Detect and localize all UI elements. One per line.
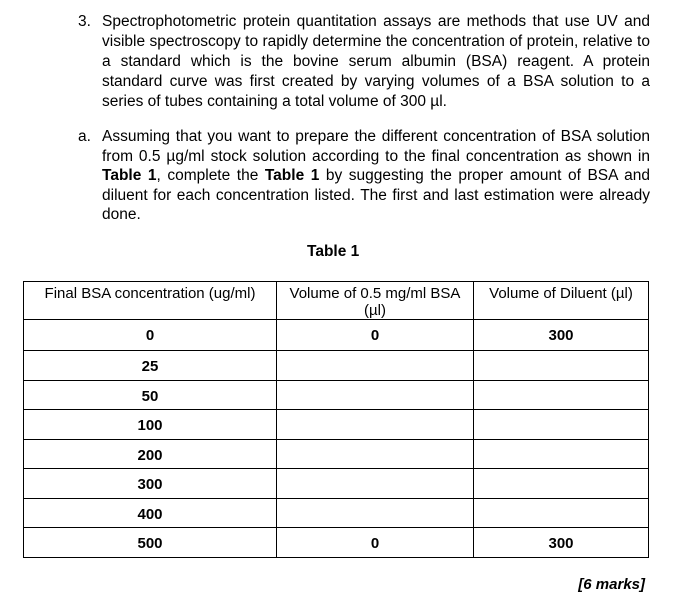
table-row	[24, 439, 649, 469]
cell-concentration: 50	[24, 380, 277, 410]
part-a-text-2: , complete the	[156, 167, 265, 184]
table-reference: Table 1	[102, 167, 157, 184]
table-reference: Table 1	[264, 167, 320, 184]
cell-diluent-volume[interactable]	[474, 498, 649, 528]
table-row	[24, 498, 649, 528]
cell-diluent-volume[interactable]: 300	[474, 528, 649, 558]
marks-label: [6 marks]	[578, 576, 645, 593]
table-header-row	[24, 282, 649, 320]
cell-bsa-volume[interactable]: 0	[277, 320, 474, 351]
part-a-text	[102, 127, 650, 225]
cell-diluent-volume[interactable]	[474, 380, 649, 410]
cell-bsa-volume[interactable]	[277, 410, 474, 440]
cell-diluent-volume[interactable]	[474, 351, 649, 381]
cell-concentration: 300	[24, 469, 277, 499]
part-a-text-1: Assuming that you want to prepare the different concentration of BSA solution from 0.5 µg/ml stock solution according to the final concentration as shown in	[102, 128, 650, 165]
question-number: 3.	[78, 13, 91, 30]
table-row	[24, 380, 649, 410]
cell-concentration: 100	[24, 410, 277, 440]
cell-bsa-volume[interactable]	[277, 351, 474, 381]
part-number: a.	[78, 128, 91, 145]
header-final-concentration: Final BSA concentration (ug/ml)	[24, 282, 277, 320]
header-bsa-volume: Volume of 0.5 mg/ml BSA (µl)	[277, 282, 474, 320]
cell-diluent-volume[interactable]: 300	[474, 320, 649, 351]
question-3	[78, 12, 650, 112]
cell-bsa-volume[interactable]	[277, 380, 474, 410]
table-row	[24, 351, 649, 381]
header-diluent-volume: Volume of Diluent (µl)	[474, 282, 649, 320]
table-caption-text: Table 1	[307, 243, 360, 260]
part-a-text-3: by suggesting the proper amount of BSA and diluent for each concentration listed. The first and last estimation were already done.	[102, 167, 650, 223]
cell-concentration: 400	[24, 498, 277, 528]
table-row	[24, 320, 649, 351]
cell-bsa-volume[interactable]	[277, 469, 474, 499]
table-row	[24, 410, 649, 440]
cell-diluent-volume[interactable]	[474, 410, 649, 440]
cell-bsa-volume[interactable]	[277, 439, 474, 469]
table-row	[24, 528, 649, 558]
cell-concentration: 500	[24, 528, 277, 558]
cell-concentration: 200	[24, 439, 277, 469]
table-row	[24, 469, 649, 499]
cell-bsa-volume[interactable]: 0	[277, 528, 474, 558]
question-part-a	[78, 127, 650, 225]
bsa-table	[23, 281, 649, 558]
question-text: Spectrophotometric protein quantitation assays are methods that use UV and visible spectroscopy to rapidly determine the concentration of protein, relative to a standard which is the bovine serum albumin (BSA) reagent. A protein standard curve was first created by varying volumes of a BSA solution to a series of tubes containing a total volume of 300 µl.	[102, 13, 650, 110]
cell-concentration: 0	[24, 320, 277, 351]
cell-diluent-volume[interactable]	[474, 439, 649, 469]
cell-concentration: 25	[24, 351, 277, 381]
cell-diluent-volume[interactable]	[474, 469, 649, 499]
cell-bsa-volume[interactable]	[277, 498, 474, 528]
